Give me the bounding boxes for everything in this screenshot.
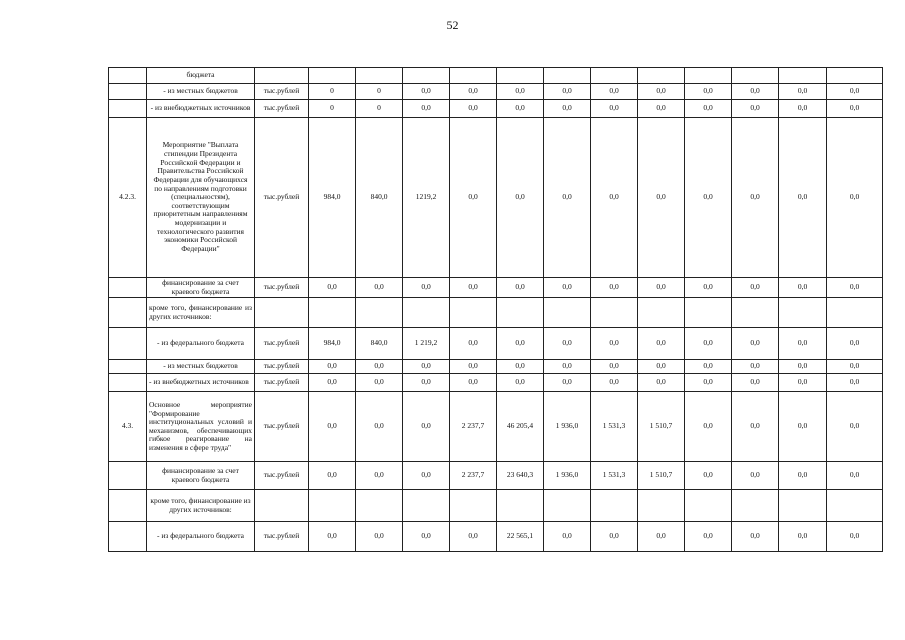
row-unit: тыс.рублей [255,118,309,278]
value-cell: 0,0 [591,360,638,374]
value-cell [779,298,827,328]
value-cell: 840,0 [356,328,403,360]
value-cell: 0,0 [685,84,732,100]
value-cell [356,68,403,84]
value-cell: 0,0 [497,328,544,360]
value-cell: 0,0 [732,522,779,552]
value-cell: 0,0 [685,278,732,298]
value-cell: 1 510,7 [638,462,685,490]
value-cell: 0,0 [779,328,827,360]
value-cell [779,68,827,84]
value-cell: 0,0 [309,360,356,374]
row-code [109,328,147,360]
value-cell: 2 237,7 [450,462,497,490]
value-cell [685,298,732,328]
row-unit: тыс.рублей [255,374,309,392]
value-cell: 840,0 [356,118,403,278]
value-cell: 0,0 [779,392,827,462]
value-cell: 0,0 [732,374,779,392]
value-cell: 0,0 [779,100,827,118]
value-cell: 0,0 [779,462,827,490]
value-cell [591,298,638,328]
value-cell: 0,0 [356,392,403,462]
row-code [109,298,147,328]
value-cell [779,490,827,522]
value-cell: 0,0 [544,100,591,118]
value-cell: 23 640,3 [497,462,544,490]
row-code: 4.3. [109,392,147,462]
value-cell: 0,0 [827,84,883,100]
value-cell: 0,0 [685,522,732,552]
row-code [109,522,147,552]
value-cell: 0,0 [403,100,450,118]
table-row [109,298,883,328]
value-cell: 0,0 [732,278,779,298]
row-unit: тыс.рублей [255,522,309,552]
value-cell: 0 [309,100,356,118]
row-description: бюджета [147,68,255,84]
value-cell: 0 [309,84,356,100]
value-cell: 0,0 [356,278,403,298]
value-cell [403,68,450,84]
value-cell [827,298,883,328]
value-cell: 0,0 [403,360,450,374]
value-cell: 0,0 [827,360,883,374]
value-cell: 1 510,7 [638,392,685,462]
value-cell: 0,0 [827,100,883,118]
value-cell: 0,0 [685,118,732,278]
row-description: Мероприятие "Выплата стипендии Президента Российской Федерации и Правительства Российской Федерации для обучающихся по направлениям подготовки (специальностям), соответствующим приоритетным направлениям модернизации и технологического развития экономики Российской Федерации" [147,118,255,278]
value-cell: 0,0 [403,84,450,100]
value-cell: 0,0 [827,118,883,278]
value-cell: 0,0 [544,84,591,100]
value-cell [685,490,732,522]
value-cell: 0,0 [356,462,403,490]
table-row [109,100,883,118]
value-cell: 1 936,0 [544,392,591,462]
value-cell [638,490,685,522]
value-cell: 0,0 [356,360,403,374]
value-cell [685,68,732,84]
row-code [109,84,147,100]
value-cell: 0,0 [544,118,591,278]
value-cell [403,298,450,328]
value-cell: 0,0 [309,462,356,490]
value-cell: 0,0 [544,522,591,552]
value-cell: 0,0 [356,522,403,552]
value-cell: 0,0 [638,360,685,374]
value-cell: 0,0 [497,374,544,392]
row-code [109,374,147,392]
value-cell: 0,0 [732,328,779,360]
row-unit: тыс.рублей [255,462,309,490]
row-code [109,490,147,522]
value-cell [732,298,779,328]
value-cell: 0,0 [309,278,356,298]
value-cell [638,298,685,328]
value-cell: 0,0 [403,374,450,392]
value-cell: 0,0 [497,278,544,298]
value-cell [591,490,638,522]
value-cell: 0,0 [403,522,450,552]
value-cell: 0,0 [497,100,544,118]
table-row [109,118,883,278]
row-description: кроме того, финансирование из других источников: [147,298,255,328]
value-cell: 0,0 [497,118,544,278]
row-description: - из местных бюджетов [147,84,255,100]
value-cell: 0,0 [638,278,685,298]
value-cell: 0,0 [450,374,497,392]
value-cell: 1 531,3 [591,462,638,490]
row-code [109,100,147,118]
row-code: 4.2.3. [109,118,147,278]
row-unit: тыс.рублей [255,328,309,360]
value-cell: 0,0 [544,374,591,392]
row-description: - из местных бюджетов [147,360,255,374]
value-cell [544,68,591,84]
row-unit: тыс.рублей [255,360,309,374]
value-cell: 0,0 [638,118,685,278]
value-cell: 0,0 [638,328,685,360]
row-description: кроме того, финансирование из других источников: [147,490,255,522]
value-cell: 1 531,3 [591,392,638,462]
value-cell: 0 [356,84,403,100]
value-cell: 0,0 [827,522,883,552]
value-cell: 0,0 [732,100,779,118]
row-description: Основное мероприятие "Формирование институциональных условий и механизмов, обеспечивающих гибкое реагирование на изменения в сфере труда" [147,392,255,462]
value-cell [544,298,591,328]
value-cell: 1 219,2 [403,328,450,360]
row-unit: тыс.рублей [255,100,309,118]
value-cell: 0,0 [779,360,827,374]
value-cell [827,68,883,84]
value-cell: 0,0 [779,278,827,298]
value-cell [356,490,403,522]
value-cell [356,298,403,328]
value-cell [403,490,450,522]
value-cell [450,490,497,522]
value-cell: 0,0 [779,118,827,278]
value-cell: 0,0 [827,374,883,392]
value-cell: 2 237,7 [450,392,497,462]
value-cell: 0,0 [544,278,591,298]
value-cell: 0,0 [685,374,732,392]
value-cell: 0,0 [591,118,638,278]
row-description: - из внебюджетных источников [147,374,255,392]
value-cell: 46 205,4 [497,392,544,462]
value-cell [309,490,356,522]
value-cell: 0,0 [403,462,450,490]
value-cell: 0,0 [544,328,591,360]
table-row [109,490,883,522]
value-cell: 0,0 [638,84,685,100]
table-row [109,374,883,392]
value-cell: 22 565,1 [497,522,544,552]
value-cell [309,68,356,84]
table-row [109,68,883,84]
value-cell: 0,0 [638,522,685,552]
table-row [109,278,883,298]
value-cell [732,68,779,84]
value-cell: 0,0 [403,392,450,462]
page-number: 52 [446,18,459,32]
value-cell: 0,0 [497,360,544,374]
value-cell: 0,0 [732,118,779,278]
row-description: финансирование за счет краевого бюджета [147,278,255,298]
row-code [109,360,147,374]
value-cell: 1219,2 [403,118,450,278]
value-cell: 0,0 [450,278,497,298]
value-cell: 0,0 [685,100,732,118]
row-description: - из внебюджетных источников [147,100,255,118]
value-cell [732,490,779,522]
row-unit: тыс.рублей [255,84,309,100]
value-cell: 0,0 [450,328,497,360]
value-cell [497,68,544,84]
value-cell: 0,0 [732,392,779,462]
row-unit: тыс.рублей [255,392,309,462]
table-row [109,462,883,490]
value-cell: 0,0 [544,360,591,374]
table-row [109,522,883,552]
value-cell: 1 936,0 [544,462,591,490]
value-cell: 0,0 [450,84,497,100]
value-cell: 0,0 [827,328,883,360]
table-row [109,392,883,462]
value-cell [544,490,591,522]
value-cell: 0,0 [732,84,779,100]
table-row [109,360,883,374]
value-cell: 0,0 [309,374,356,392]
value-cell: 0,0 [779,522,827,552]
value-cell: 0,0 [732,360,779,374]
value-cell: 0,0 [827,392,883,462]
row-unit: тыс.рублей [255,278,309,298]
value-cell: 0 [356,100,403,118]
row-code [109,68,147,84]
value-cell [591,68,638,84]
value-cell: 0,0 [497,84,544,100]
value-cell: 0,0 [591,84,638,100]
value-cell: 0,0 [591,278,638,298]
budget-table [108,67,883,552]
value-cell [450,298,497,328]
value-cell: 0,0 [591,522,638,552]
value-cell: 0,0 [591,100,638,118]
value-cell: 0,0 [450,522,497,552]
value-cell: 0,0 [356,374,403,392]
value-cell: 0,0 [450,118,497,278]
value-cell: 0,0 [779,374,827,392]
value-cell: 0,0 [309,392,356,462]
value-cell: 984,0 [309,118,356,278]
value-cell: 0,0 [450,100,497,118]
value-cell: 0,0 [685,360,732,374]
table-row [109,84,883,100]
value-cell: 0,0 [685,392,732,462]
value-cell [497,298,544,328]
row-description: - из федерального бюджета [147,522,255,552]
value-cell [638,68,685,84]
value-cell: 0,0 [403,278,450,298]
value-cell: 0,0 [827,278,883,298]
row-description: - из федерального бюджета [147,328,255,360]
value-cell: 984,0 [309,328,356,360]
value-cell: 0,0 [732,462,779,490]
row-unit [255,68,309,84]
table-row [109,328,883,360]
value-cell: 0,0 [779,84,827,100]
row-unit [255,490,309,522]
row-code [109,278,147,298]
value-cell [309,298,356,328]
value-cell: 0,0 [591,328,638,360]
value-cell: 0,0 [827,462,883,490]
row-unit [255,298,309,328]
value-cell: 0,0 [591,374,638,392]
value-cell: 0,0 [309,522,356,552]
value-cell: 0,0 [685,328,732,360]
value-cell: 0,0 [685,462,732,490]
value-cell [450,68,497,84]
value-cell [497,490,544,522]
value-cell: 0,0 [638,374,685,392]
value-cell [827,490,883,522]
value-cell: 0,0 [638,100,685,118]
row-description: финансирование за счет краевого бюджета [147,462,255,490]
row-code [109,462,147,490]
value-cell: 0,0 [450,360,497,374]
